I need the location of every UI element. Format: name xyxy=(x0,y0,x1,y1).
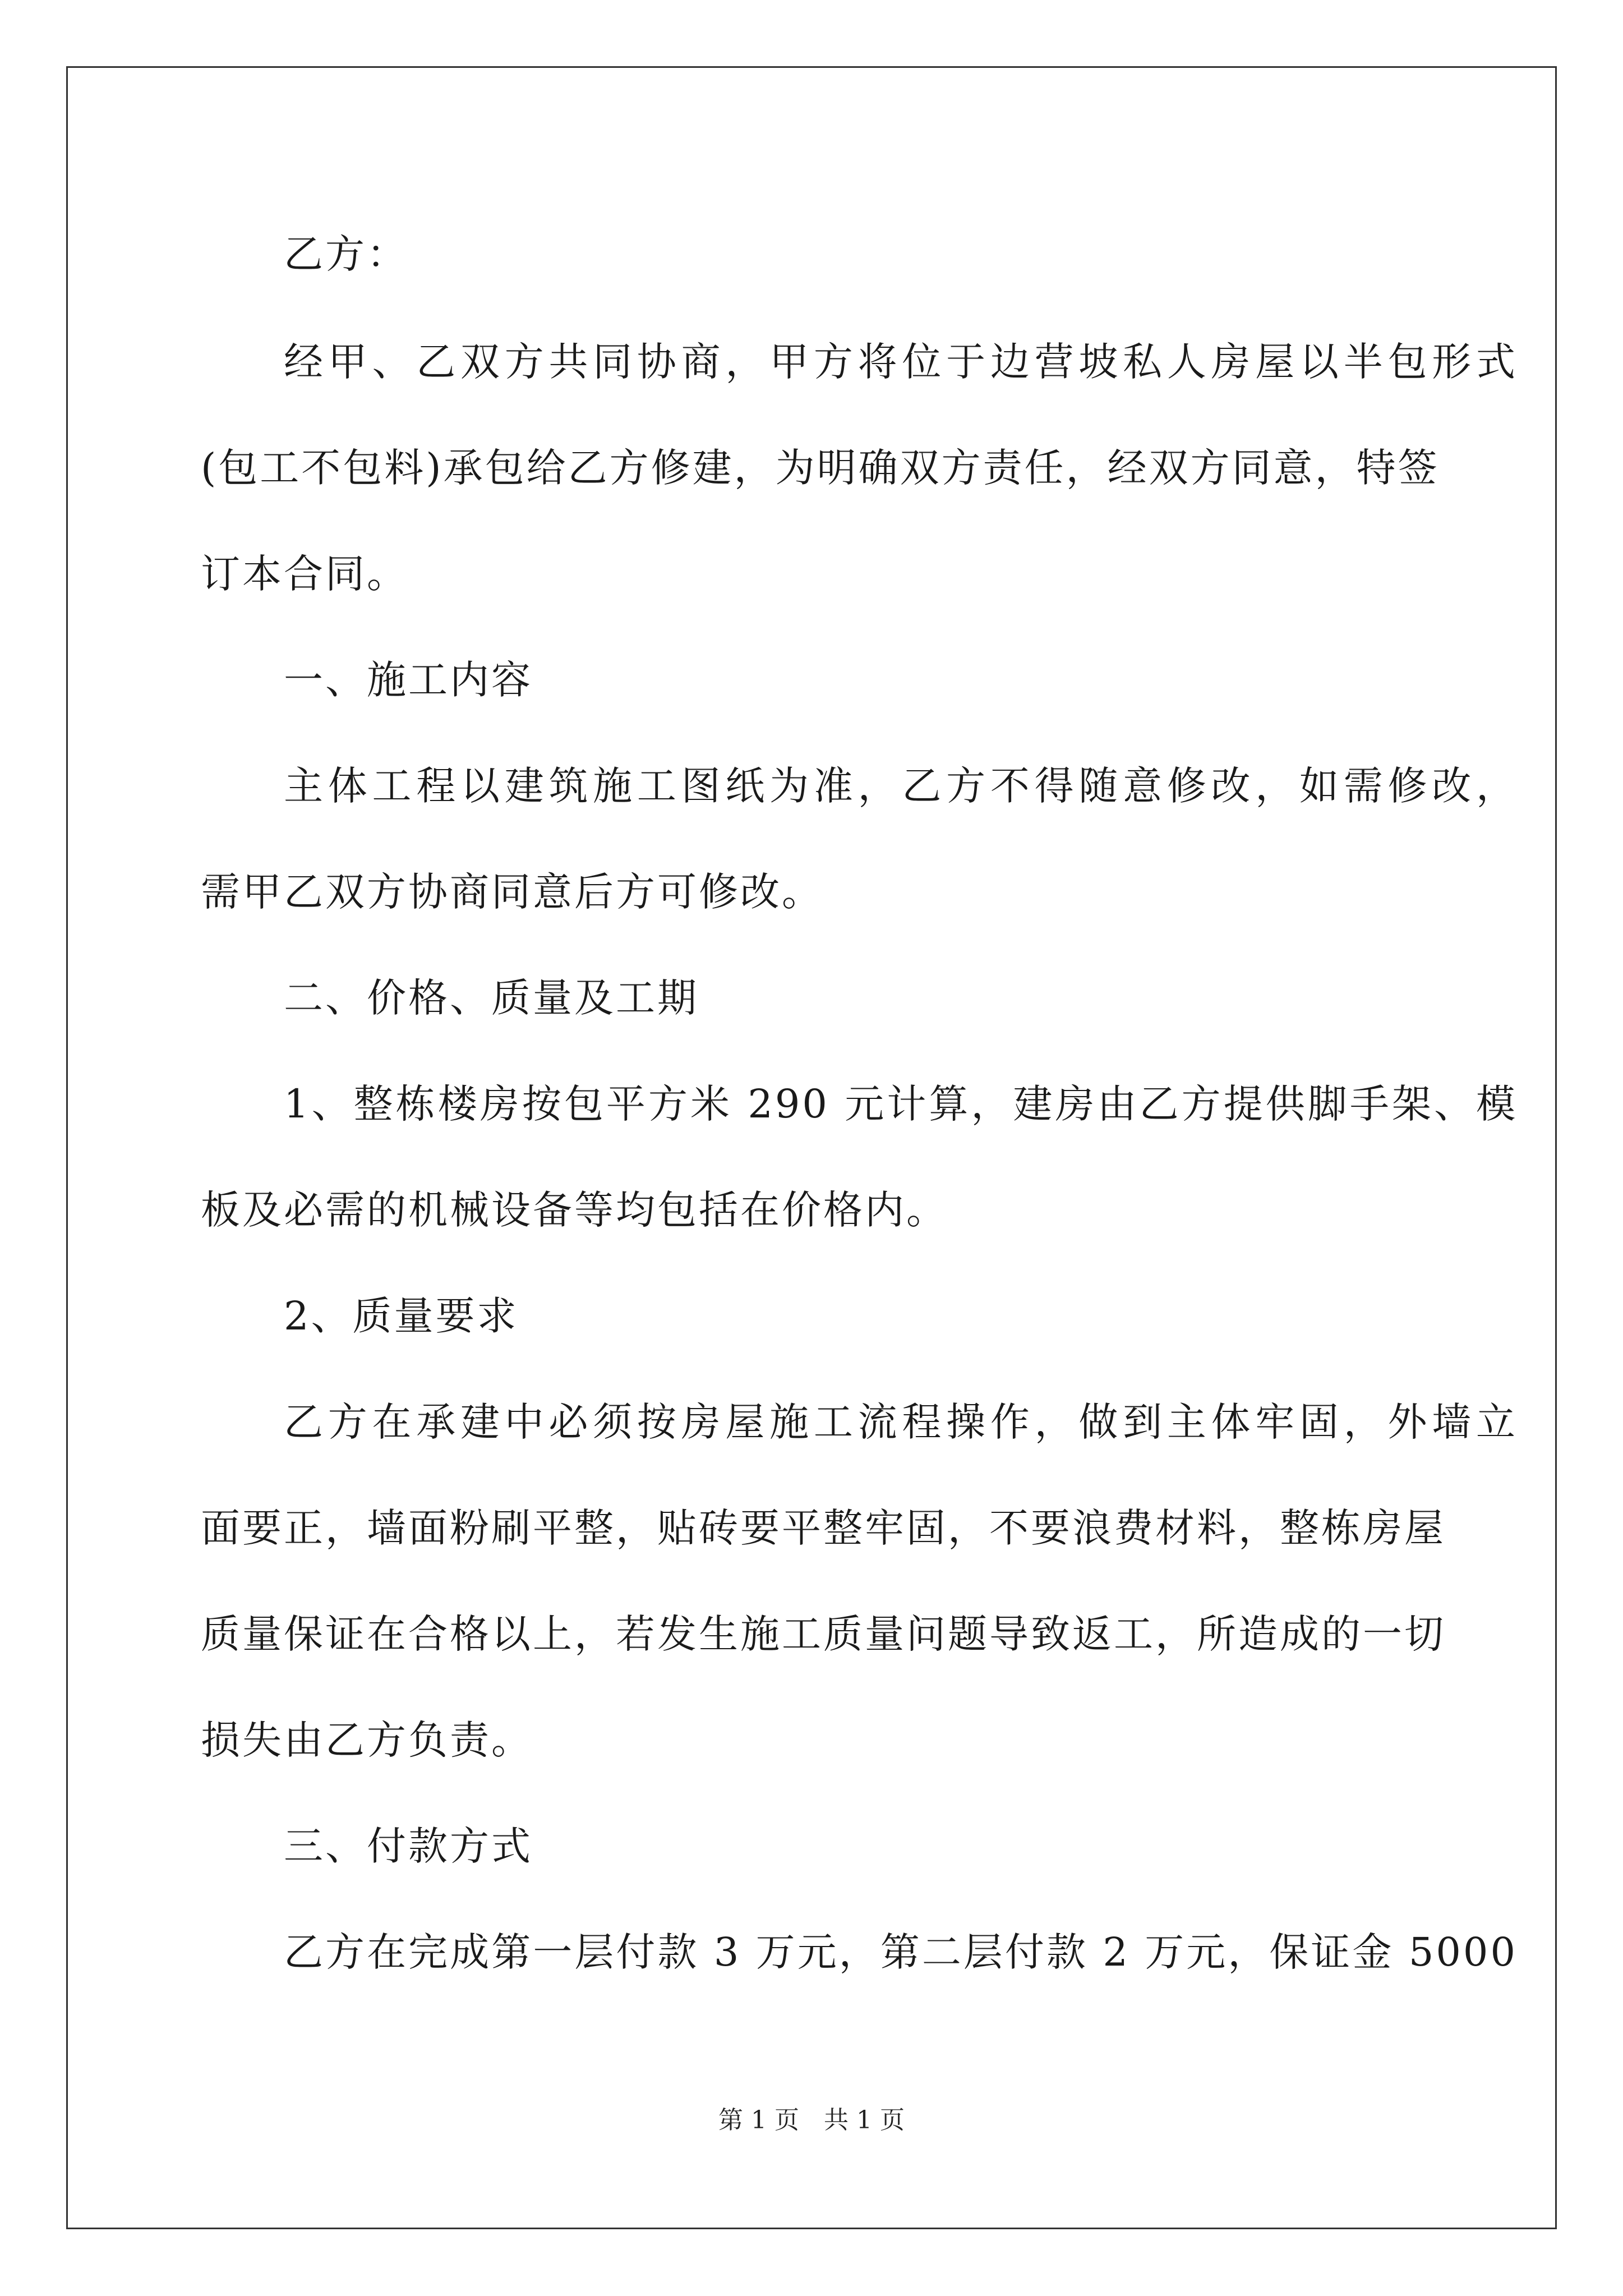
item-2-line-4: 损失由乙方负责。 xyxy=(201,1717,533,1763)
section-1-line-2: 需甲乙双方协商同意后方可修改。 xyxy=(201,869,823,915)
item-2-line-2: 面要正，墙面粉刷平整，贴砖要平整牢固，不要浪费材料，整栋房屋 xyxy=(201,1505,1446,1551)
section-heading-1: 一、施工内容 xyxy=(284,657,533,703)
preamble-line-1: 经甲、乙双方共同协商，甲方将位于边营坡私人房屋以半包形式 xyxy=(284,339,1518,385)
section-3-line-1: 乙方在完成第一层付款 3 万元，第二层付款 2 万元，保证金 5000 xyxy=(284,1929,1518,1975)
item-1-line-2: 板及必需的机械设备等均包括在价格内。 xyxy=(201,1187,948,1233)
page-border xyxy=(66,66,1557,2229)
section-heading-2: 二、价格、质量及工期 xyxy=(284,975,699,1021)
preamble-line-3: 订本合同。 xyxy=(201,551,408,597)
item-1-line-1: 1、整栋楼房按包平方米 290 元计算，建房由乙方提供脚手架、模 xyxy=(284,1081,1518,1127)
item-2-line-3: 质量保证在合格以上，若发生施工质量问题导致返工，所造成的一切 xyxy=(201,1611,1446,1657)
item-2-line-1: 乙方在承建中必须按房屋施工流程操作，做到主体牢固，外墙立 xyxy=(284,1399,1518,1445)
preamble-line-2: (包工不包料)承包给乙方修建，为明确双方责任，经双方同意，特签 xyxy=(201,445,1440,491)
section-heading-3: 三、付款方式 xyxy=(284,1823,533,1869)
page-number-footer: 第 1 页 共 1 页 xyxy=(718,2106,905,2134)
item-2-heading: 2、质量要求 xyxy=(284,1293,519,1339)
party-b-label: 乙方： xyxy=(284,231,408,277)
section-1-line-1: 主体工程以建筑施工图纸为准，乙方不得随意修改，如需修改， xyxy=(284,763,1518,809)
